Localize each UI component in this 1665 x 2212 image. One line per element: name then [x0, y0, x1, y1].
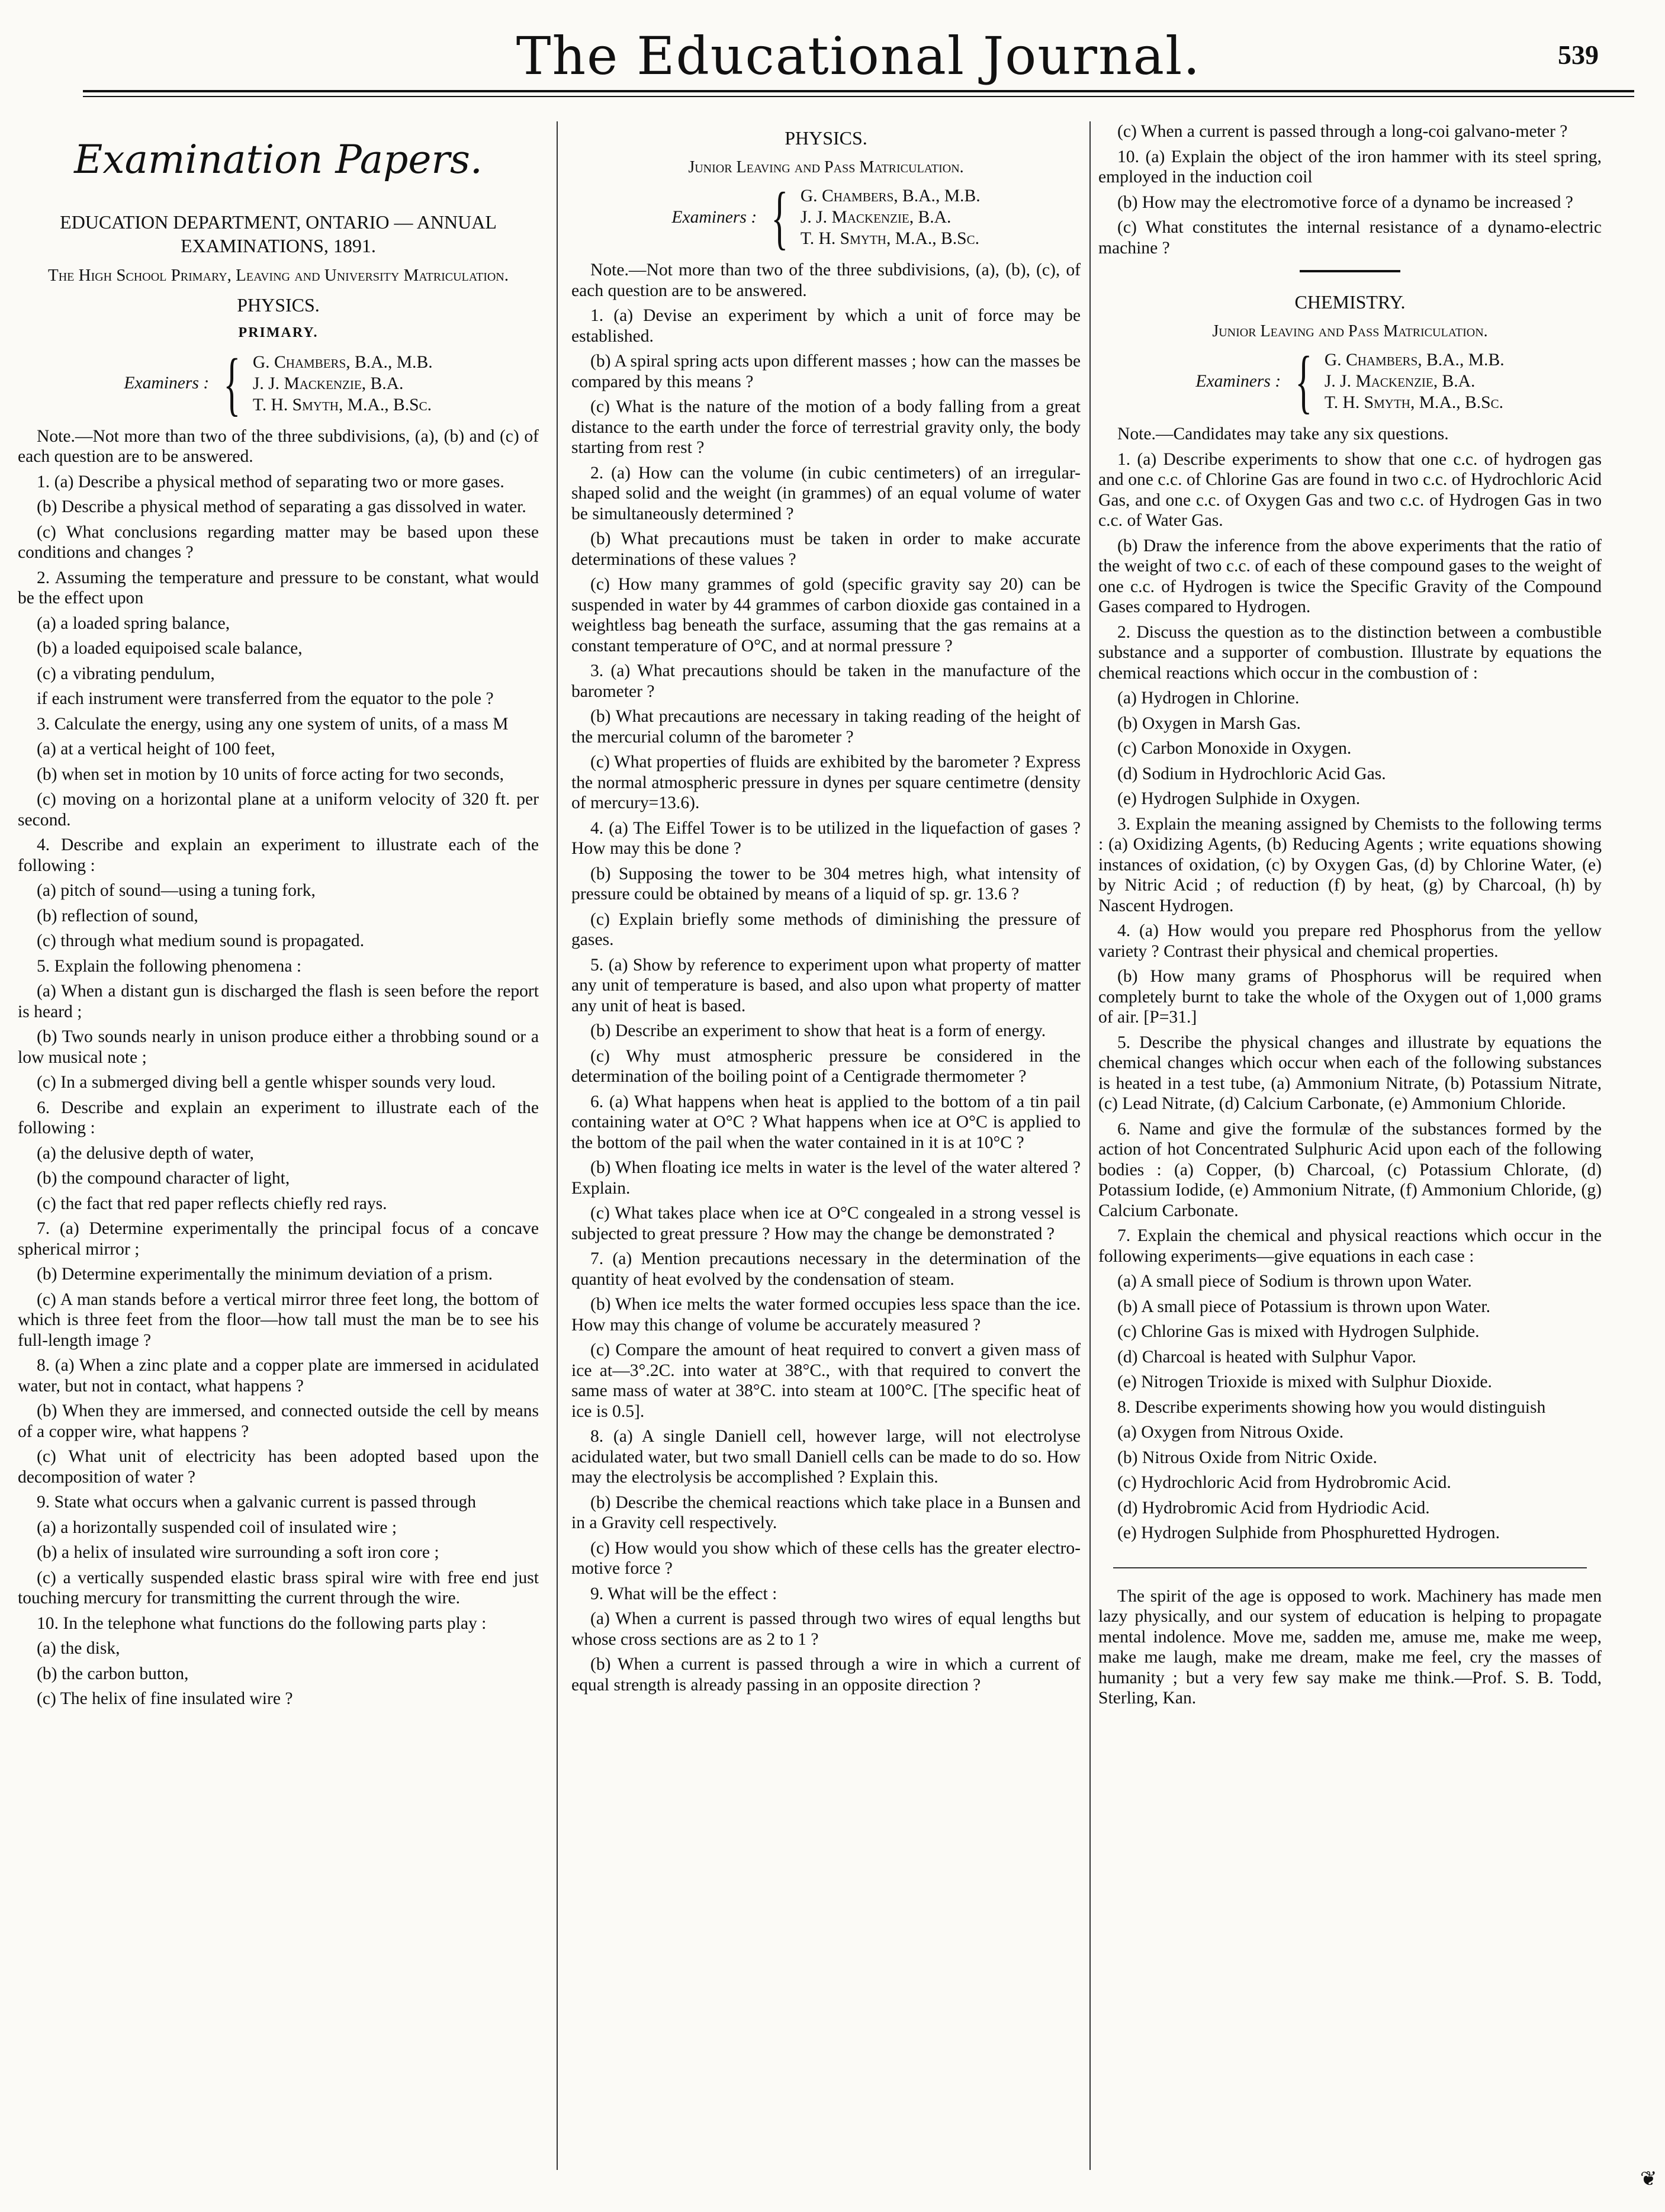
paragraph: (e) Nitrogen Trioxide is mixed with Sulphur Dioxide.: [1117, 1372, 1492, 1391]
paragraph: 4. (a) How would you prepare red Phosphorus from the yellow variety ? Contrast their physical and chemical properties.: [1098, 921, 1602, 961]
examiner: G. Chambers, B.A., M.B.: [800, 187, 981, 205]
paragraph: (b) Draw the inference from the above experiments that the ratio of the weight of two c.c. of each of these compound gases to the weight of one c.c. of Hydrogen is twice the Specific Gravity of the Compound Gases compared to Hydrogen.: [1098, 536, 1602, 616]
paragraph: (a) Oxygen from Nitrous Oxide.: [1117, 1423, 1344, 1442]
examiners-label: Examiners :: [671, 207, 757, 227]
note: Note.—Candidates may take any six questions.: [1117, 425, 1449, 443]
paragraph: (c) What unit of electricity has been adopted based upon the decomposition of water ?: [18, 1447, 539, 1487]
paragraph: (b) reflection of sound,: [37, 906, 198, 925]
paragraph: (c) Chlorine Gas is mixed with Hydrogen Sulphide.: [1117, 1322, 1480, 1341]
examiners-label: Examiners :: [1195, 371, 1281, 391]
examiner: T. H. Smyth, M.A., B.Sc.: [1324, 393, 1504, 412]
paragraph: (b) What precautions must be taken in order to make accurate determinations of these values ?: [571, 529, 1081, 569]
paragraph: (c) What constitutes the internal resistance of a dynamo-electric machine ?: [1098, 218, 1602, 258]
column-3: [1098, 121, 1602, 2182]
paragraph: (b) When floating ice melts in water is the level of the water altered ? Explain.: [571, 1158, 1081, 1198]
paragraph: (c) through what medium sound is propagated.: [37, 931, 365, 950]
paragraph: (c) How many grammes of gold (specific gravity say 20) can be suspended in water by 44 grammes of carbon dioxide gas contained in a weightless bag beneath the surface, assuming that the gas remains at a constant temperature of O°C, and at normal pressure ?: [571, 575, 1081, 655]
paragraph: (a) the disk,: [37, 1639, 120, 1658]
header-rule-thin: [83, 96, 1634, 97]
section-title: Examination Papers.: [74, 137, 483, 182]
paragraph: 6. Describe and explain an experiment to illustrate each of the following :: [18, 1098, 539, 1137]
paragraph: (c) moving on a horizontal plane at a uniform velocity of 320 ft. per second.: [18, 790, 539, 830]
paragraph: (d) Hydrobromic Acid from Hydriodic Acid.: [1117, 1498, 1430, 1517]
paragraph: (b) What precautions are necessary in taking reading of the height of the mercurial column of the barometer ?: [571, 707, 1081, 747]
subject-heading: PHYSICS.: [785, 127, 867, 149]
brace-icon: {: [771, 178, 789, 256]
paragraph: (b) Describe an experiment to show that heat is a form of energy.: [590, 1021, 1046, 1040]
column-1: [18, 121, 539, 2182]
paragraph: (b) Oxygen in Marsh Gas.: [1117, 713, 1301, 733]
paragraph: (a) pitch of sound—using a tuning fork,: [37, 881, 316, 900]
paragraph: (c) a vibrating pendulum,: [37, 664, 215, 683]
paragraph: (b) when set in motion by 10 units of force acting for two seconds,: [37, 764, 504, 784]
paragraph: 4. (a) The Eiffel Tower is to be utilized in the liquefaction of gases ? How may this be done ?: [571, 818, 1081, 858]
examiner: J. J. Mackenzie, B.A.: [800, 208, 952, 227]
paragraph: (a) the delusive depth of water,: [37, 1143, 254, 1163]
paragraph: (a) at a vertical height of 100 feet,: [37, 740, 275, 758]
paragraph: (c) Carbon Monoxide in Oxygen.: [1117, 739, 1352, 758]
masthead: [83, 24, 1634, 95]
ornament-icon: ❦: [1640, 2168, 1657, 2190]
examiner: J. J. Mackenzie, B.A.: [252, 374, 404, 393]
column-2: [571, 121, 1081, 2182]
level-heading: Junior Leaving and Pass Matriculation.: [1212, 322, 1488, 340]
paragraph: (c) What conclusions regarding matter may be based upon these conditions and changes ?: [18, 522, 539, 562]
paragraph: (b) a loaded equipoised scale balance,: [37, 639, 303, 658]
paragraph: 1. (a) Describe a physical method of separating two or more gases.: [37, 472, 504, 491]
header-rule: [83, 90, 1634, 92]
paragraph: (b) a helix of insulated wire surrounding a soft iron core ;: [37, 1543, 439, 1562]
paragraph: (c) What takes place when ice at O°C congealed in a strong vessel is subjected to great pressure ? How may the change be demonstrated ?: [571, 1204, 1081, 1243]
paragraph: 2. Assuming the temperature and pressure to be constant, what would be the effect upon: [18, 568, 539, 607]
paragraph: (b) Describe the chemical reactions which take place in a Bunsen and in a Gravity cell respectively.: [571, 1493, 1081, 1532]
paragraph: (d) Charcoal is heated with Sulphur Vapor.: [1117, 1347, 1416, 1367]
question-list: [571, 306, 1081, 1695]
question-list-continued: [1098, 121, 1602, 258]
paragraph: 3. (a) What precautions should be taken in the manufacture of the barometer ?: [571, 661, 1081, 701]
paragraph: (c) Hydrochloric Acid from Hydrobromic Acid.: [1117, 1473, 1451, 1492]
paragraph: 2. (a) How can the volume (in cubic centimeters) of an irregular-shaped solid and the weight (in grammes) of an equal volume of water be simultaneously determined ?: [571, 463, 1081, 523]
paragraph: 6. Name and give the formulæ of the substances formed by the action of hot Concentrated Sulphuric Acid upon each of the following bodies : (a) Copper, (b) Charcoal, (c) Potassium Chlorate, (d) Potassium Iodide, (e) Ammonium Nitrate, (f) Ammonium Chloride, (g) Calcium Carbonate.: [1098, 1119, 1602, 1220]
paragraph: 7. (a) Determine experimentally the principal focus of a concave spherical mirror ;: [18, 1219, 539, 1259]
page-number: 539: [1558, 40, 1599, 70]
paragraph: (c) What properties of fluids are exhibited by the barometer ? Express the normal atmospheric pressure in dynes per square centimetre (density of mercury=13.6).: [571, 753, 1081, 812]
paragraph: (b) When ice melts the water formed occupies less space than the ice. How may this change of volume be accurately measured ?: [571, 1295, 1081, 1335]
brace-icon: {: [1295, 342, 1313, 420]
note: Note.—Not more than two of the three subdivisions, (a), (b), (c), of each question are to be answered.: [571, 261, 1081, 300]
paragraph: (b) How many grams of Phosphorus will be required when completely burnt to take the whole of the Oxygen out of 1,000 grams of air. [P=31.]: [1098, 967, 1602, 1027]
paragraph: (d) Sodium in Hydrochloric Acid Gas.: [1117, 764, 1386, 783]
paragraph: (a) a horizontally suspended coil of insulated wire ;: [37, 1517, 397, 1537]
paragraph: (c) What is the nature of the motion of a body falling from a great distance to the earth under the force of terrestrial gravity only, the body starting from rest ?: [571, 397, 1081, 457]
paragraph: (b) When a current is passed through a wire in which a current of equal strength is already passing in an opposite direction ?: [571, 1655, 1081, 1695]
paragraph: (a) Hydrogen in Chlorine.: [1117, 689, 1300, 708]
question-list: [1098, 449, 1602, 1544]
paragraph: 3. Explain the meaning assigned by Chemists to the following terms : (a) Oxidizing Agents, (b) Reducing Agents ; write equations showing instances of oxidation, (c) by Oxygen Gas, (d) by Chlorine Water, (e) by Nitric Acid ; of reduction (f) by heat, (g) by Charcoal, (h) by Nascent Hydrogen.: [1098, 814, 1602, 915]
paragraph: (c) the fact that red paper reflects chiefly red rays.: [37, 1194, 387, 1213]
paragraph: 9. State what occurs when a galvanic current is passed through: [37, 1493, 477, 1512]
paragraph: (e) Hydrogen Sulphide from Phosphuretted Hydrogen.: [1117, 1523, 1500, 1542]
paragraph: 1. (a) Devise an experiment by which a unit of force may be established.: [571, 306, 1081, 346]
paragraph: (b) Nitrous Oxide from Nitric Oxide.: [1117, 1448, 1377, 1467]
paragraph: (c) In a submerged diving bell a gentle whisper sounds very loud.: [37, 1073, 496, 1092]
paragraph: (a) When a distant gun is discharged the flash is seen before the report is heard ;: [18, 982, 539, 1021]
paragraph: 10. In the telephone what functions do the following parts play :: [37, 1613, 487, 1633]
examiners-block: [1098, 342, 1602, 420]
column-divider: [557, 121, 558, 2170]
department-heading: EDUCATION DEPARTMENT, ONTARIO — ANNUAL EXAMINATIONS, 1891.: [60, 211, 497, 256]
paragraph: (e) Hydrogen Sulphide in Oxygen.: [1117, 789, 1361, 808]
paragraph: (a) a loaded spring balance,: [37, 613, 230, 633]
level-heading: PRIMARY.: [238, 325, 319, 340]
paragraph: (c) How would you show which of these cells has the greater electro-motive force ?: [571, 1538, 1081, 1578]
paragraph: 5. Explain the following phenomena :: [37, 956, 302, 976]
journal-title: The Educational Journal.: [516, 25, 1201, 86]
paragraph: (a) A small piece of Sodium is thrown upon Water.: [1117, 1272, 1472, 1291]
column-divider: [1089, 121, 1091, 2170]
examiner: G. Chambers, B.A., M.B.: [1324, 351, 1505, 369]
paragraph: (b) A small piece of Potassium is thrown upon Water.: [1117, 1297, 1490, 1316]
subject-heading: PHYSICS.: [237, 294, 320, 316]
paragraph: (b) Describe a physical method of separating a gas dissolved in water.: [37, 497, 526, 516]
paragraph: (b) Two sounds nearly in unison produce either a throbbing sound or a low musical note ;: [18, 1027, 539, 1067]
paragraph: (b) the compound character of light,: [37, 1169, 290, 1188]
paragraph: (c) The helix of fine insulated wire ?: [37, 1689, 293, 1708]
examiner: T. H. Smyth, M.A., B.Sc.: [800, 229, 980, 248]
level-heading: Junior Leaving and Pass Matriculation.: [688, 158, 964, 176]
paragraph: 8. Describe experiments showing how you would distinguish: [1117, 1397, 1546, 1417]
paragraph: 7. (a) Mention precautions necessary in the determination of the quantity of heat evolved by the condensation of steam.: [571, 1249, 1081, 1289]
paragraph: 3. Calculate the energy, using any one system of units, of a mass M: [37, 714, 509, 734]
paragraph: (c) Explain briefly some methods of diminishing the pressure of gases.: [571, 909, 1081, 949]
examiner: T. H. Smyth, M.A., B.Sc.: [252, 395, 432, 414]
paragraph: (b) How may the electromotive force of a dynamo be increased ?: [1117, 192, 1573, 212]
paragraph: 8. (a) A single Daniell cell, however large, will not electrolyse acidulated water, but two small Daniell cells can be made to do so. How may the electrolysis be accomplished ? Explain this.: [571, 1427, 1081, 1487]
paragraph: 1. (a) Describe experiments to show that one c.c. of hydrogen gas and one c.c. of Chlorine Gas are found in two c.c. of Hydrochloric Acid Gas, and one c.c. of Oxygen Gas and two c.c. of Hydrogen Gas in two c.c. of Water Gas.: [1098, 449, 1602, 530]
examiner: G. Chambers, B.A., M.B.: [252, 352, 433, 372]
question-list: [18, 472, 539, 1709]
paragraph: (c) A man stands before a vertical mirror three feet long, the bottom of which is three feet from the floor—how tall must the man be to see his full-length image ?: [18, 1290, 539, 1350]
paragraph: (c) Compare the amount of heat required to convert a given mass of ice at—3°.2C. into water at 38°C., with that required to convert the same mass of water at 38°C. into steam at 100°C. [The specific heat of ice is 0.5].: [571, 1340, 1081, 1421]
examiner: J. J. Mackenzie, B.A.: [1324, 372, 1476, 391]
paragraph: (c) a vertically suspended elastic brass spiral wire with free end just touching mercury for transmitting the current through the wire.: [18, 1568, 539, 1607]
paragraph: 7. Explain the chemical and physical reactions which occur in the following experiments—give equations in each case :: [1098, 1226, 1602, 1266]
brace-icon: {: [223, 343, 241, 423]
paragraph: (b) the carbon button,: [37, 1664, 189, 1683]
paragraph: 10. (a) Explain the object of the iron hammer with its steel spring, employed in the induction coil: [1098, 147, 1602, 187]
closing-quote: The spirit of the age is opposed to work. Machinery has made men lazy physically, and our system of education is helping to propagate mental indolence. Move me, sadden me, amuse me, make me weep, make me laugh, make me dream, make me feel, cry the masses of humanity ; but a very few say make me think.—Prof. S. B. Todd, Sterling, Kan.: [1098, 1586, 1602, 1708]
examiners-block: [18, 343, 539, 423]
paragraph: if each instrument were transferred from the equator to the pole ?: [37, 689, 494, 708]
paragraph: 5. Describe the physical changes and illustrate by equations the chemical changes which occur when each of the following substances is heated in a test tube, (a) Ammonium Nitrate, (b) Potassium Nitrate, (c) Lead Nitrate, (d) Calcium Carbonate, (e) Ammonium Chloride.: [1098, 1033, 1602, 1113]
section-rule: [1300, 270, 1400, 272]
paragraph: (b) Determine experimentally the minimum deviation of a prism.: [37, 1265, 493, 1284]
examiners-label: Examiners :: [124, 374, 210, 393]
paragraph: 6. (a) What happens when heat is applied to the bottom of a tin pail containing water at O°C ? What happens when ice at O°C is applied to the bottom of the pail when the water contained in it is at 10°C ?: [571, 1092, 1081, 1152]
paragraph: (a) When a current is passed through two wires of equal lengths but whose cross sections are as 2 to 1 ?: [571, 1609, 1081, 1649]
paragraph: 8. (a) When a zinc plate and a copper plate are immersed in acidulated water, but not in contact, what happens ?: [18, 1356, 539, 1396]
paragraph: 2. Discuss the question as to the distinction between a combustible substance and a supporter of combustion. Illustrate by equations the chemical reactions which occur in the combustion of :: [1098, 622, 1602, 683]
paragraph: (b) A spiral spring acts upon different masses ; how can the masses be compared by this means ?: [571, 352, 1081, 391]
paragraph: (b) When they are immersed, and connected outside the cell by means of a copper wire, what happens ?: [18, 1401, 539, 1441]
examiners-block: [571, 178, 1081, 256]
subject-heading: CHEMISTRY.: [1294, 291, 1406, 313]
paragraph: (c) Why must atmospheric pressure be considered in the determination of the boiling point of a Centigrade thermometer ?: [571, 1046, 1081, 1086]
paragraph: 9. What will be the effect :: [590, 1584, 777, 1603]
paragraph: (b) Supposing the tower to be 304 metres high, what intensity of pressure could be obtained by means of a liquid of sp. gr. 13.6 ?: [571, 864, 1081, 904]
note: Note.—Not more than two of the three subdivisions, (a), (b) and (c) of each question are to be answered.: [18, 426, 539, 466]
paragraph: 4. Describe and explain an experiment to illustrate each of the following :: [18, 835, 539, 875]
paragraph: (c) When a current is passed through a long-coi galvano-meter ?: [1117, 122, 1568, 141]
section-rule: [1113, 1567, 1587, 1568]
paragraph: 5. (a) Show by reference to experiment upon what property of matter any unit of temperature is based, and also upon what property of matter any unit of heat is based.: [571, 955, 1081, 1015]
school-heading: The High School Primary, Leaving and University Matriculation.: [48, 266, 509, 285]
